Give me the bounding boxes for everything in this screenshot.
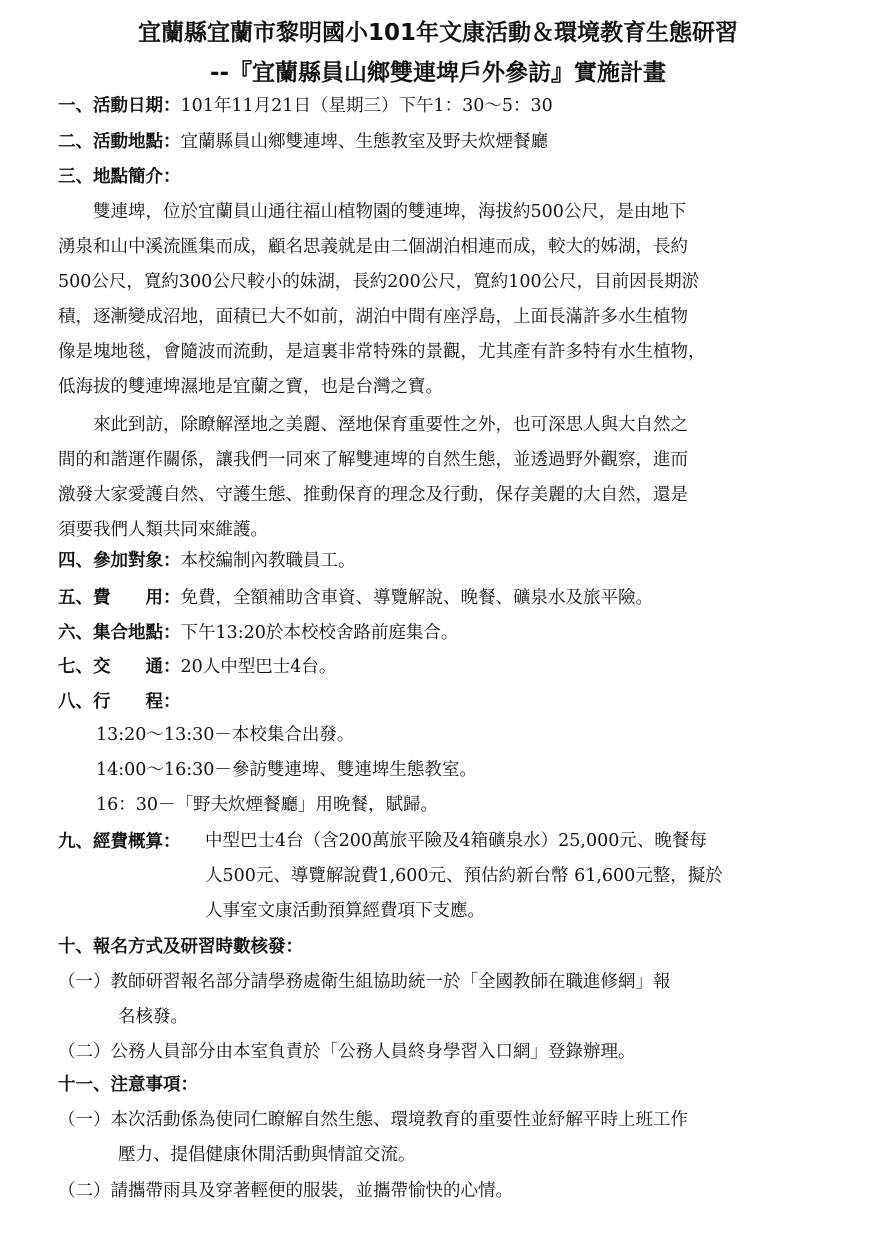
section-label: 五、費 用： [58, 588, 181, 608]
section-text: 宜蘭縣員山鄉雙連埤、生態教室及野夫炊煙餐廳 [180, 132, 548, 152]
paragraph-line: 500公尺，寬約300公尺較小的妹湖，長約200公尺，寬約100公尺，目前因長期淤 [58, 272, 700, 292]
section-transport [58, 657, 336, 678]
section-label: 六、集合地點： [58, 623, 181, 643]
paragraph-line: 間的和諧運作關係，讓我們一同來了解雙連埤的自然生態，並透過野外觀察，進而 [58, 450, 688, 470]
registration-item-2: （二）公務人員部分由本室負責於「公務人員終身學習入口網」登錄辦理。 [58, 1042, 636, 1062]
notes-item-1: （一）本次活動係為使同仁瞭解自然生態、環境教育的重要性並紓解平時上班工作 [58, 1110, 688, 1130]
section-label: 四、參加對象： [58, 551, 181, 571]
document-subtitle: --『宜蘭縣員山鄉雙連埤戶外參訪』實施計畫 [209, 60, 667, 86]
budget-line: 中型巴士4台（含200萬旅平險及4箱礦泉水）25,000元、晚餐每 [205, 831, 707, 851]
itinerary-item: 14:00～16:30－參訪雙連埤、雙連埤生態教室。 [96, 760, 477, 780]
itinerary-item: 16：30－「野夫炊煙餐廳」用晚餐，賦歸。 [96, 795, 439, 815]
site-intro-paragraph-2 [58, 408, 688, 548]
section-label: 七、交 通： [58, 657, 181, 677]
paragraph-line: 激發大家愛護自然、守護生態、推動保育的理念及行動，保存美麗的大自然，還是 [58, 485, 688, 505]
paragraph-line: 雙連埤，位於宜蘭員山通往福山植物園的雙連埤，海拔約500公尺，是由地下 [58, 202, 687, 222]
section-fees [58, 588, 653, 609]
section-registration-heading: 十、報名方式及研習時數核發： [58, 937, 303, 957]
registration-item-1: （一）教師研習報名部分請學務處衛生組協助統一於「全國教師在職進修網」報 [58, 972, 671, 992]
paragraph-line: 低海拔的雙連埤濕地是宜蘭之寶，也是台灣之寶。 [58, 377, 443, 397]
document-title: 宜蘭縣宜蘭市黎明國小101年文康活動＆環境教育生態研習 [137, 20, 738, 46]
section-budget-heading: 九、經費概算： [58, 832, 181, 852]
section-text: 免費，全額補助含車資、導覽解說、晚餐、礦泉水及旅平險。 [180, 588, 653, 608]
section-itinerary-heading: 八、行 程： [58, 692, 181, 712]
section-participants [58, 551, 356, 572]
budget-line: 人事室文康活動預算經費項下支應。 [205, 901, 485, 921]
paragraph-line: 須要我們人類共同來維護。 [58, 520, 268, 540]
budget-line: 人500元、導覽解說費1,600元、預估約新台幣 61,600元整，擬於 [205, 866, 723, 886]
notes-item-2: （二）請攜帶雨具及穿著輕便的服裝，並攜帶愉快的心情。 [58, 1181, 513, 1201]
section-text: 20人中型巴士4台。 [180, 657, 337, 677]
paragraph-line: 湧泉和山中溪流匯集而成，顧名思義就是由二個湖泊相連而成，較大的姊湖，長約 [58, 237, 688, 257]
section-text: 本校編制內教職員工。 [180, 551, 356, 571]
section-label: 一、活動日期： [58, 96, 181, 116]
paragraph-line: 積，逐漸變成沼地，面積已大不如前，湖泊中間有座浮島，上面長滿許多水生植物 [58, 307, 688, 327]
site-intro-paragraph-1 [58, 195, 706, 405]
section-text: 下午13:20於本校校舍路前庭集合。 [180, 623, 459, 643]
itinerary-list [96, 718, 477, 823]
section-notes-heading: 十一、注意事項： [58, 1075, 198, 1095]
budget-text [205, 824, 723, 929]
section-label: 二、活動地點： [58, 132, 181, 152]
paragraph-line: 來此到訪，除瞭解溼地之美麗、溼地保育重要性之外，也可深思人與大自然之 [58, 415, 688, 435]
section-activity-location [58, 132, 548, 153]
notes-item-1-continued: 壓力、提倡健康休閒活動與情誼交流。 [118, 1145, 416, 1165]
registration-item-1-continued: 名核發。 [118, 1007, 188, 1027]
itinerary-item: 13:20～13:30－本校集合出發。 [96, 725, 355, 745]
section-meeting-place [58, 623, 458, 644]
section-text: 101年11月21日（星期三）下午1：30～5：30 [180, 96, 553, 116]
section-activity-date [58, 96, 553, 117]
section-site-intro-heading: 三、地點簡介： [58, 167, 181, 187]
paragraph-line: 像是塊地毯，會隨波而流動，是這裏非常特殊的景觀，尤其產有許多特有水生植物， [58, 342, 706, 362]
